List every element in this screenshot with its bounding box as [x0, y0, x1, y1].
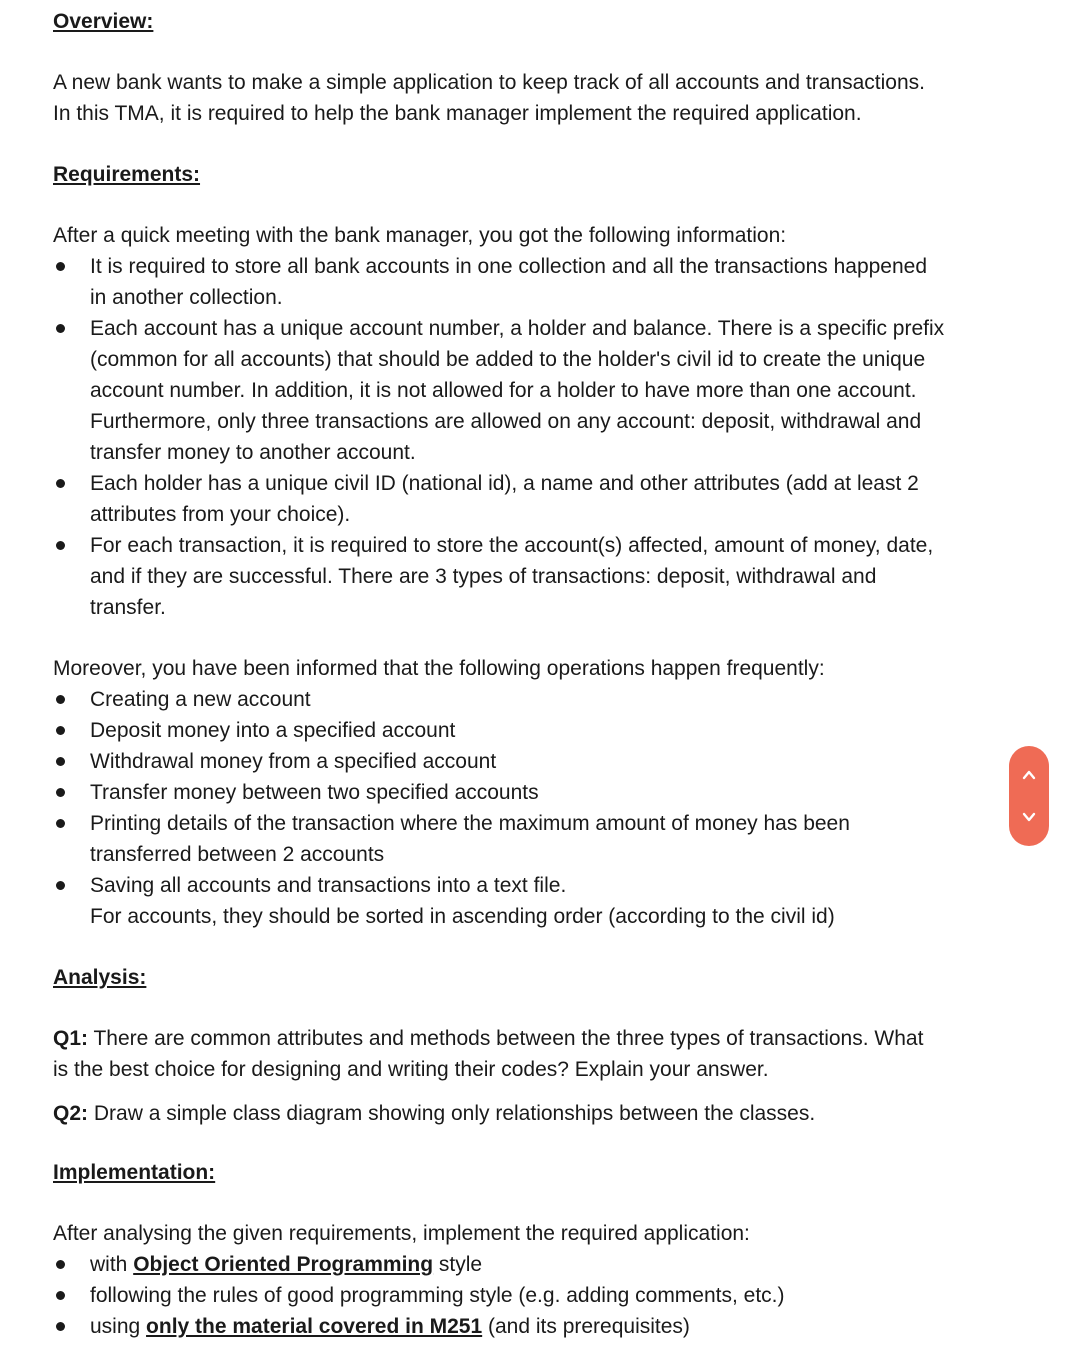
list-item	[53, 870, 1038, 932]
implementation-heading: Implementation:	[53, 1161, 216, 1184]
list-item-line: Each holder has a unique civil ID (national id), a name and other attributes (add at least 2	[90, 472, 919, 495]
emphasis-text: only the material covered in M251	[146, 1315, 483, 1338]
implementation-intro: After analysing the given requirements, implement the required application:	[53, 1222, 750, 1245]
page-nav-control	[1009, 746, 1049, 846]
list-item-line: Transfer money between two specified accounts	[90, 781, 539, 804]
list-item	[53, 530, 1038, 623]
list-item	[53, 746, 1038, 777]
list-item	[53, 1280, 1038, 1311]
list-item-text: following the rules of good programming style (e.g. adding comments, etc.)	[90, 1284, 785, 1307]
requirements-intro: After a quick meeting with the bank manager, you got the following information:	[53, 224, 787, 247]
list-item-text: style	[433, 1253, 483, 1276]
implementation-list	[53, 1249, 1038, 1342]
list-item-line: transfer.	[90, 596, 166, 619]
emphasis-text: Object Oriented Programming	[133, 1253, 434, 1276]
list-item	[53, 777, 1038, 808]
list-item-line: in another collection.	[90, 286, 283, 309]
list-item-line: Withdrawal money from a specified account	[90, 750, 497, 773]
previous-page-button[interactable]	[1017, 763, 1041, 787]
list-item	[53, 808, 1038, 870]
list-item	[53, 715, 1038, 746]
list-item-line: Printing details of the transaction where the maximum amount of money has been	[90, 812, 850, 835]
list-item-line: Deposit money into a specified account	[90, 719, 456, 742]
list-item	[53, 1249, 1038, 1280]
list-item	[53, 468, 1038, 530]
list-item-line: For each transaction, it is required to store the account(s) affected, amount of money, date,	[90, 534, 934, 557]
operations-intro: Moreover, you have been informed that the following operations happen frequently:	[53, 657, 825, 680]
list-item	[53, 251, 1038, 313]
question-1-continued: is the best choice for designing and writing their codes? Explain your answer.	[53, 1058, 769, 1081]
next-page-button[interactable]	[1017, 805, 1041, 829]
list-item-text: with	[90, 1253, 134, 1276]
list-item-line: account number. In addition, it is not allowed for a holder to have more than one account.	[90, 379, 917, 402]
operations-list	[53, 684, 1038, 932]
requirements-heading: Requirements:	[53, 163, 201, 186]
overview-heading: Overview:	[53, 10, 154, 33]
chevron-up-icon	[1021, 767, 1037, 783]
list-item-line: transferred between 2 accounts	[90, 843, 385, 866]
list-item	[53, 1311, 1038, 1342]
list-item-text: (and its prerequisites)	[482, 1315, 690, 1338]
list-item	[53, 313, 1038, 468]
overview-line-2: In this TMA, it is required to help the bank manager implement the required application.	[53, 102, 862, 125]
document-page	[53, 6, 1038, 1342]
overview-line-1: A new bank wants to make a simple application to keep track of all accounts and transactions.	[53, 71, 925, 94]
list-item-line: Each account has a unique account number, a holder and balance. There is a specific prefix	[90, 317, 945, 340]
list-item-line: Furthermore, only three transactions are allowed on any account: deposit, withdrawal and	[90, 410, 922, 433]
question-1	[53, 1023, 1038, 1054]
q1-text: There are common attributes and methods between the three types of transactions. What	[88, 1027, 924, 1050]
list-item-line: transfer money to another account.	[90, 441, 416, 464]
q2-text: Draw a simple class diagram showing only relationships between the classes.	[88, 1102, 816, 1125]
q2-label: Q2:	[53, 1102, 89, 1125]
requirements-list	[53, 251, 1038, 623]
q1-label: Q1:	[53, 1027, 89, 1050]
list-item	[53, 684, 1038, 715]
list-item-line: (common for all accounts) that should be added to the holder's civil id to create the unique	[90, 348, 926, 371]
list-item-line: Saving all accounts and transactions into a text file.	[90, 874, 567, 897]
list-item-line: attributes from your choice).	[90, 503, 351, 526]
chevron-down-icon	[1021, 809, 1037, 825]
list-item-line: It is required to store all bank accounts in one collection and all the transactions happened	[90, 255, 928, 278]
list-item-line: and if they are successful. There are 3 types of transactions: deposit, withdrawal and	[90, 565, 877, 588]
list-item-text: using	[90, 1315, 147, 1338]
analysis-heading: Analysis:	[53, 966, 147, 989]
question-2	[53, 1098, 1038, 1129]
list-item-line: For accounts, they should be sorted in ascending order (according to the civil id)	[90, 905, 835, 928]
list-item-line: Creating a new account	[90, 688, 311, 711]
